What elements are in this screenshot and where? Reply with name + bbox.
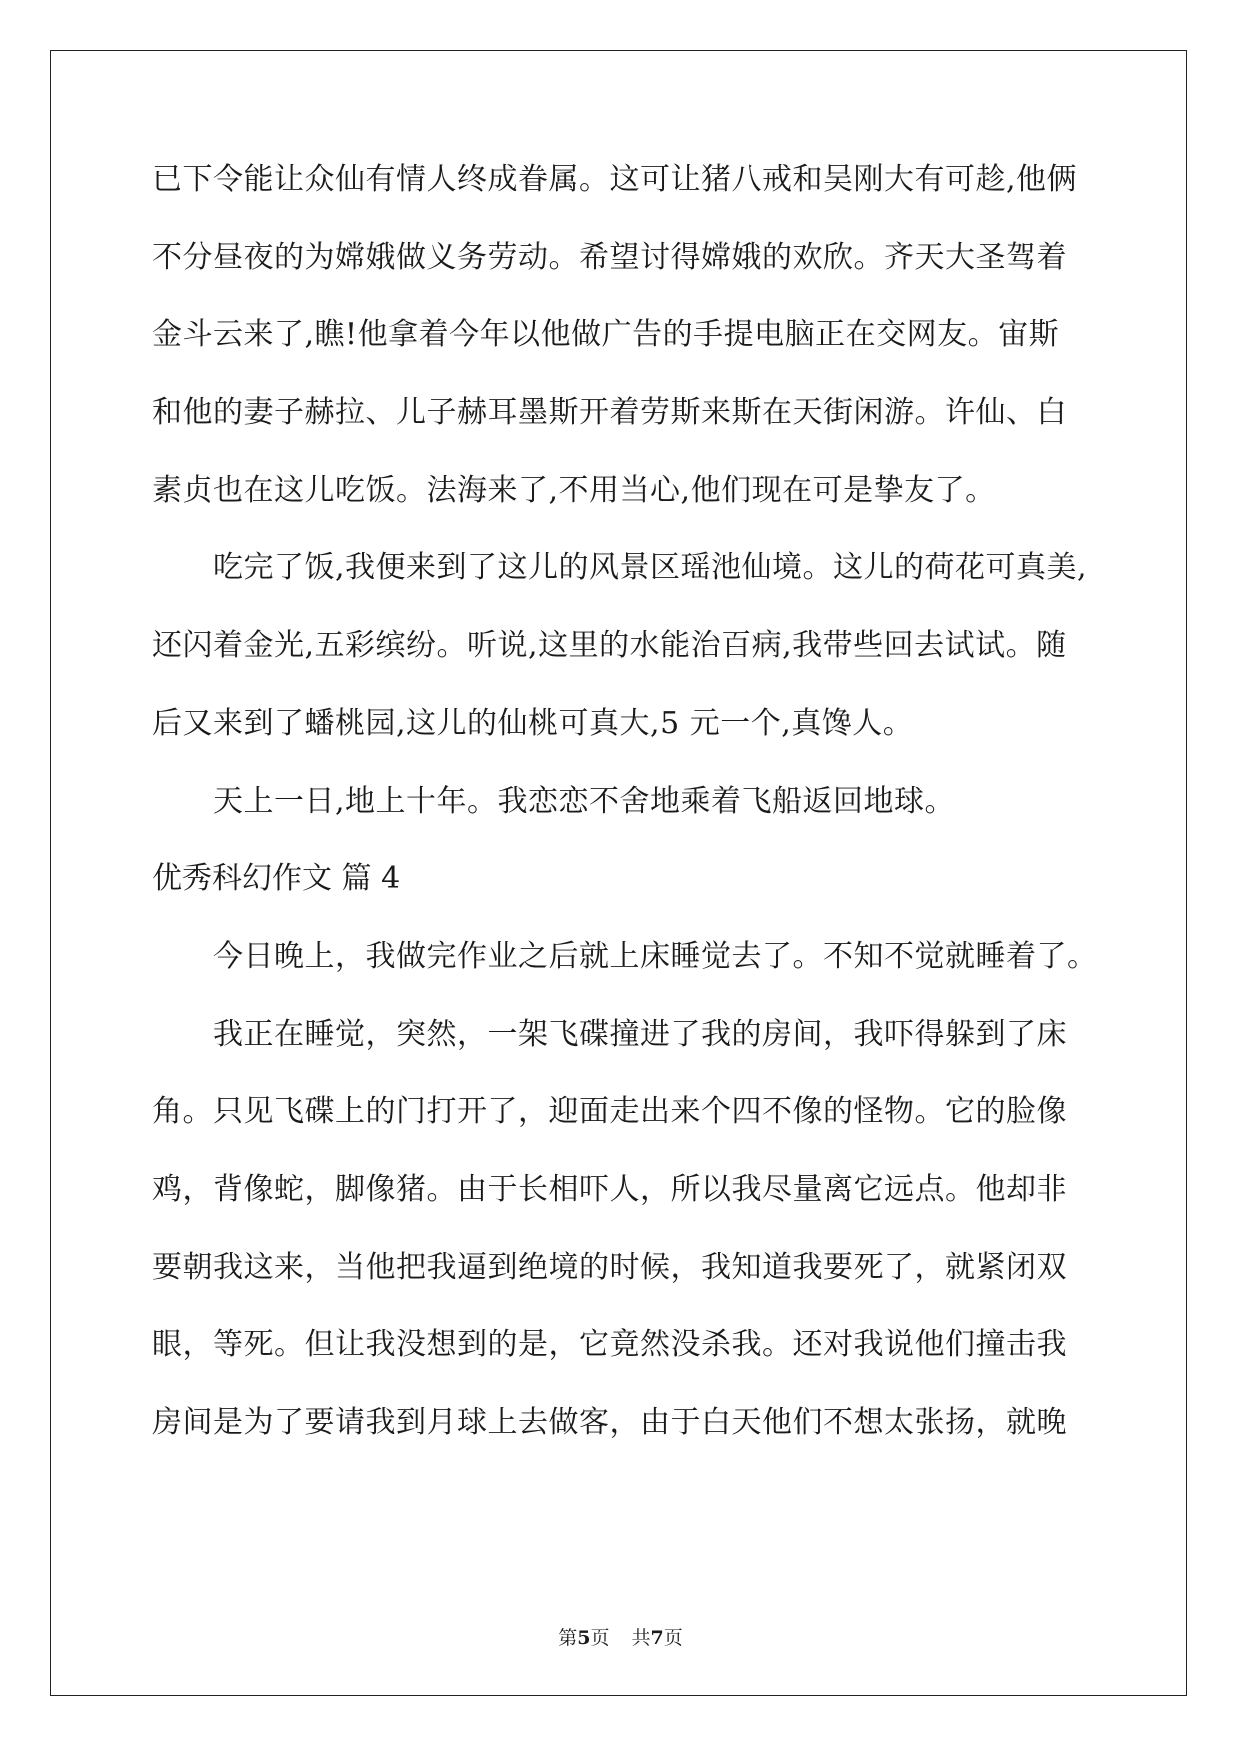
paragraph-line: 不分昼夜的为嫦娥做义务劳动。希望讨得嫦娥的欢欣。齐天大圣驾着 xyxy=(152,239,1067,275)
paragraph-line: 今日晚上，我做完作业之后就上床睡觉去了。不知不觉就睡着了。 xyxy=(152,938,1098,974)
total-page-number: 7 xyxy=(650,1627,664,1649)
current-page-number: 5 xyxy=(577,1627,591,1649)
paragraph-line: 和他的妻子赫拉、儿子赫耳墨斯开着劳斯来斯在天街闲游。许仙、白 xyxy=(152,395,1067,431)
paragraph-line: 吃完了饭,我便来到了这儿的风景区瑶池仙境。这儿的荷花可真美, xyxy=(152,550,1088,586)
paragraph-line: 我正在睡觉，突然，一架飞碟撞进了我的房间，我吓得躲到了床 xyxy=(152,1016,1067,1052)
paragraph-line: 房间是为了要请我到月球上去做客，由于白天他们不想太张扬，就晚 xyxy=(152,1405,1067,1440)
paragraph-line: 还闪着金光,五彩缤纷。听说,这里的水能治百病,我带些回去试试。随 xyxy=(152,628,1067,664)
paragraph-line: 要朝我这来，当他把我逼到绝境的时候，我知道我要死了，就紧闭双 xyxy=(152,1249,1067,1285)
paragraph-line: 已下令能让众仙有情人终成眷属。这可让猪八戒和吴刚大有可趁,他俩 xyxy=(152,162,1078,197)
paragraph-line: 角。只见飞碟上的门打开了，迎面走出来个四不像的怪物。它的脸像 xyxy=(152,1094,1067,1130)
page-unit: 页 xyxy=(590,1627,610,1649)
paragraph-line: 天上一日,地上十年。我恋恋不舍地乘着飞船返回地球。 xyxy=(152,783,956,819)
paragraph-line: 素贞也在这儿吃饭。法海来了,不用当心,他们现在可是挚友了。 xyxy=(152,472,996,508)
paragraph-line: 鸡，背像蛇，脚像猪。由于长相吓人，所以我尽量离它远点。他却非 xyxy=(152,1171,1067,1207)
paragraph-line: 后又来到了蟠桃园,这儿的仙桃可真大,5 元一个,真馋人。 xyxy=(152,705,914,741)
total-unit: 页 xyxy=(663,1627,683,1649)
paragraph-line: 眼，等死。但让我没想到的是，它竟然没杀我。还对我说他们撞击我 xyxy=(152,1327,1067,1363)
paragraph-line: 金斗云来了,瞧!他拿着今年以他做广告的手提电脑正在交网友。宙斯 xyxy=(152,317,1060,353)
page-prefix: 第 xyxy=(558,1627,578,1649)
page-number-footer xyxy=(0,1623,1241,1650)
document-body xyxy=(152,158,1102,1479)
total-prefix: 共 xyxy=(631,1627,651,1649)
section-heading: 优秀科幻作文 篇 4 xyxy=(152,861,401,897)
